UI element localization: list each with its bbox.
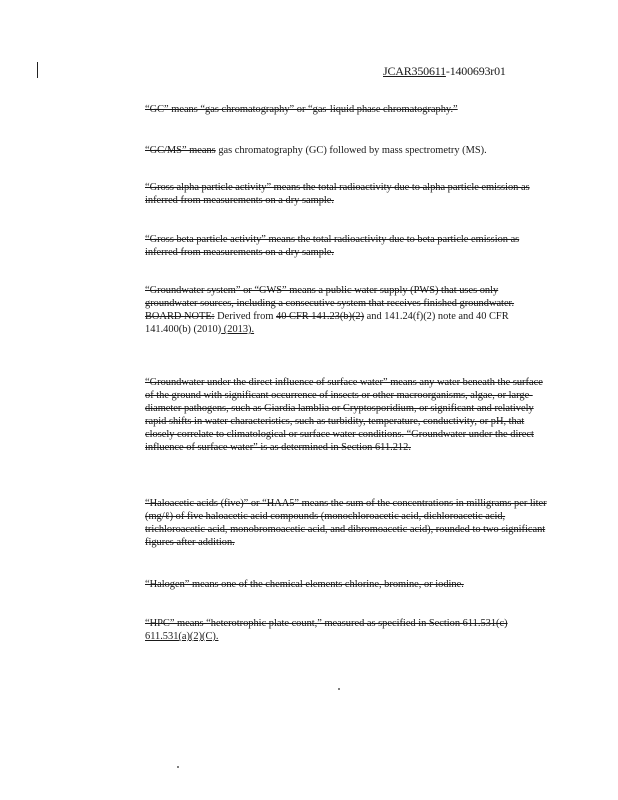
definition-text: and 141.24(f)(2) note and 40 CFR 141.400(b) (2010)	[145, 311, 509, 335]
document-id-prefix: JCAR350611	[383, 64, 446, 78]
definition-text: Derived from	[214, 311, 277, 322]
document-id	[383, 64, 506, 79]
definition-body	[145, 578, 550, 591]
deleted-text: “HPC” means “heterotrophic plate count,” measured as specified in Section 611.531(c)	[145, 618, 508, 629]
definition-haa5	[145, 497, 550, 549]
deleted-text: “Haloacetic acids (five)” or “HAA5” means the sum of the concentrations in milligrams per liter (mg/ℓ) of five haloacetic acid compounds (monochloroacetic acid, dichloroacetic acid, trichloroacetic acid, monobromoacetic acid, and dibromoacetic acid), rounded to two significant figures after addition.	[145, 498, 547, 548]
scan-speck	[338, 688, 340, 690]
definition-gross-beta	[145, 233, 550, 259]
definition-gross-alpha	[145, 181, 550, 207]
document-id-suffix: -1400693r01	[445, 64, 506, 78]
deleted-text: BOARD NOTE:	[145, 311, 215, 322]
margin-change-bar	[37, 62, 38, 78]
deleted-text: “GC/MS” means	[145, 145, 216, 156]
inserted-text: (2013).	[221, 324, 255, 335]
deleted-text: “Groundwater system” or “GWS” means a public water supply (PWS) that uses only groundwater sources, including a consecutive system that receives finished groundwater.	[145, 285, 515, 309]
definition-text: gas chromatography (GC) followed by mass spectrometry (MS).	[215, 145, 487, 156]
definition-hpc	[145, 617, 550, 643]
definition-body	[145, 181, 550, 207]
deleted-text: “Groundwater under the direct influence of surface water” means any water beneath the surface of the ground with significant occurrence of insects or other macroorganisms, algae, or large-diameter pathogens, such as Giardia lamblia or Cryptosporidium, or significant and relatively rapid shifts in water characteristics, such as turbidity, temperature, conductivity, or pH, that closely correlate to climatological or surface water conditions. “Groundwater under the direct influence of surface water” is as determined in Section 611.212.	[145, 377, 543, 453]
scan-speck	[177, 766, 179, 768]
deleted-text: “Gross beta particle activity” means the total radioactivity due to beta particle emission as inferred from measurements on a dry sample.	[145, 234, 520, 258]
definition-groundwater-system	[145, 284, 550, 336]
deleted-text: “Gross alpha particle activity” means the total radioactivity due to alpha particle emission as inferred from measurements on a dry sample.	[145, 182, 530, 206]
deleted-text: 40 CFR 141.23(b)(2)	[276, 311, 365, 322]
definition-body	[145, 497, 550, 549]
definition-body	[145, 103, 550, 116]
definition-halogen	[145, 578, 550, 591]
definition-body	[145, 376, 550, 454]
definition-gc	[145, 103, 550, 116]
definition-body	[145, 144, 550, 157]
deleted-text: “Halogen” means one of the chemical elements chlorine, bromine, or iodine.	[145, 579, 464, 590]
definition-body	[145, 617, 550, 643]
definition-body	[145, 284, 550, 310]
board-note	[145, 310, 550, 336]
inserted-text: 611.531(a)(2)(C).	[145, 631, 219, 642]
definition-gcms	[145, 144, 550, 157]
deleted-text: “GC” means “gas chromatography” or “gas-liquid phase chromatography.”	[145, 104, 458, 115]
definition-body	[145, 233, 550, 259]
definition-gudi	[145, 376, 550, 454]
